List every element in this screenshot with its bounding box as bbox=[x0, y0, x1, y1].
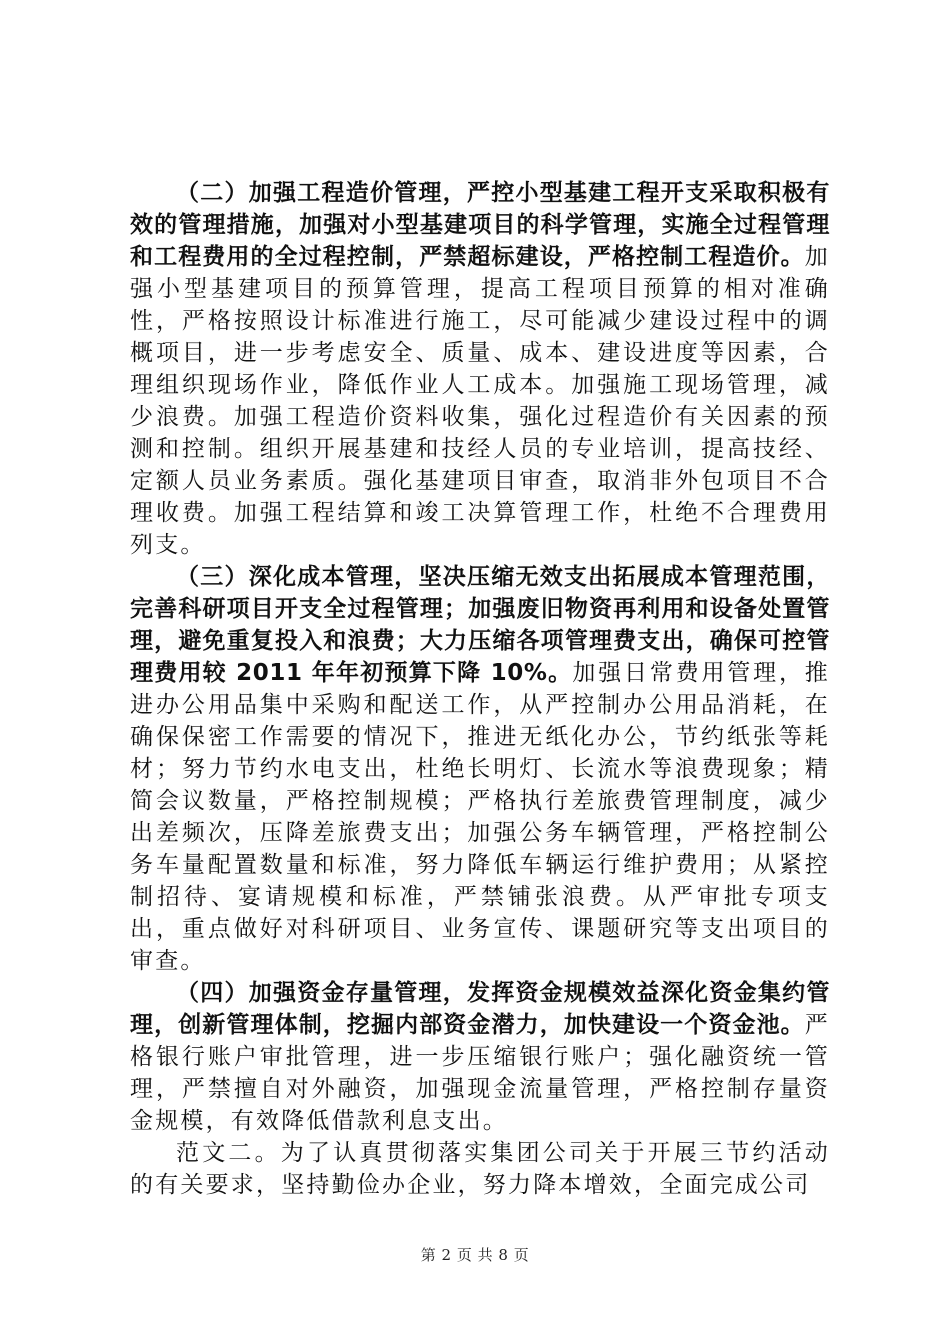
paragraph-lead: （三）深化成本管理，坚决压缩无效支出拓展成本管理范围，完善科研项目开支全过程管理；加强废旧物资再利用和设备处置管理，避免重复投入和浪费；大力压缩各项管理费支出，确保可控管理费用较 2011 年年初预算下降 10%。 bbox=[130, 564, 830, 686]
paragraph-sample-2 bbox=[130, 1137, 830, 1201]
paragraph-lead: （四）加强资金存量管理，发挥资金规模效益深化资金集约管理，创新管理体制，挖掘内部资金潜力，加快建设一个资金池。 bbox=[130, 980, 830, 1038]
paragraph-section-3 bbox=[130, 561, 830, 977]
paragraph-body: 范文二。为了认真贯彻落实集团公司关于开展三节约活动的有关要求，坚持勤俭办企业，努力降本增效，全面完成公司 bbox=[130, 1140, 830, 1198]
paragraph-body: 加强小型基建项目的预算管理，提高工程项目预算的相对准确性，严格按照设计标准进行施工，尽可能减少建设过程中的调概项目，进一步考虑安全、质量、成本、建设进度等因素，合理组织现场作业，降低作业人工成本。加强施工现场管理，减少浪费。加强工程造价资料收集，强化过程造价有关因素的预测和控制。组织开展基建和技经人员的专业培训，提高技经、定额人员业务素质。强化基建项目审查，取消非外包项目不合理收费。加强工程结算和竣工决算管理工作，杜绝不合理费用列支。 bbox=[130, 244, 830, 558]
paragraph-body: 严格银行账户审批管理，进一步压缩银行账户；强化融资统一管理，严禁擅自对外融资，加强现金流量管理，严格控制存量资金规模，有效降低借款利息支出。 bbox=[130, 1012, 830, 1134]
paragraph-section-4 bbox=[130, 977, 830, 1137]
paragraph-body: 加强日常费用管理，推进办公用品集中采购和配送工作，从严控制办公用品消耗，在确保保密工作需要的情况下，推进无纸化办公，节约纸张等耗材；努力节约水电支出，杜绝长明灯、长流水等浪费现象；精简会议数量，严格控制规模；严格执行差旅费管理制度，减少出差频次，压降差旅费支出；加强公务车辆管理，严格控制公务车量配置数量和标准，努力降低车辆运行维护费用；从紧控制招待、宴请规模和标准，严禁铺张浪费。从严审批专项支出，重点做好对科研项目、业务宣传、课题研究等支出项目的审查。 bbox=[130, 660, 830, 974]
document-body bbox=[130, 177, 830, 1201]
paragraph-section-2 bbox=[130, 177, 830, 561]
paragraph-lead: （二）加强工程造价管理，严控小型基建工程开支采取积极有效的管理措施，加强对小型基建项目的科学管理，实施全过程管理和工程费用的全过程控制，严禁超标建设，严格控制工程造价。 bbox=[130, 180, 830, 270]
page-number-footer: 第 2 页 共 8 页 bbox=[420, 1246, 530, 1264]
